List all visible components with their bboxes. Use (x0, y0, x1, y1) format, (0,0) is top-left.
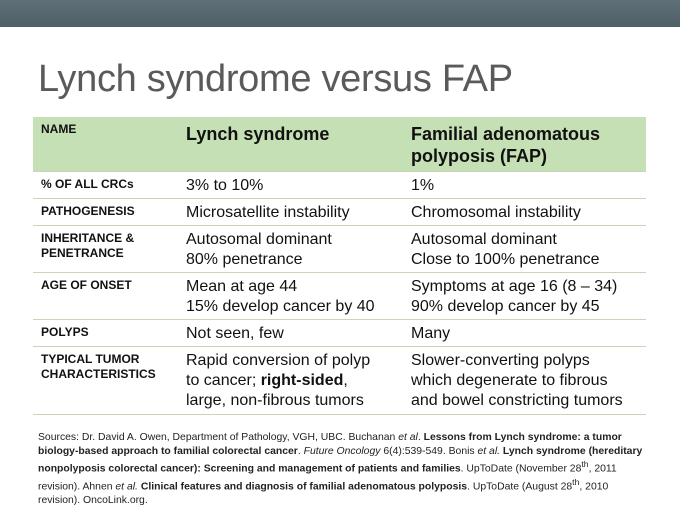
superscript: th (581, 459, 589, 470)
lynch-cell (183, 198, 409, 225)
cell-line: Close to 100% penetrance (411, 250, 600, 268)
cell-line: Autosomal dominant (411, 230, 557, 248)
sources-footnote (38, 431, 648, 508)
text-run: . UpToDate (August 28 (467, 481, 573, 493)
header-name: NAME (33, 117, 183, 171)
top-bar (0, 0, 680, 27)
table-header-row (33, 117, 646, 171)
header-fap (409, 117, 646, 171)
lynch-cell (183, 346, 409, 414)
header-lynch: Lynch syndrome (183, 117, 409, 171)
text-run: . UpToDate (November 28 (460, 463, 582, 475)
cell-line: 15% develop cancer by 40 (186, 297, 375, 315)
cell-line: 90% develop cancer by 45 (411, 297, 600, 315)
row-label: PATHOGENESIS (33, 198, 183, 225)
row-label: % OF ALL CRCs (33, 171, 183, 198)
cell-line: Mean at age 44 (186, 277, 298, 295)
bold-run: Lessons from Lynch syndrome: a tumor biology-based approach to familial colorectal cancer (38, 432, 622, 457)
text-run: , 2010 revision). OncoLink.org. (38, 481, 609, 507)
label-line: INHERITANCE & (41, 230, 135, 245)
fap-cell (409, 198, 646, 225)
text-run: Sources: Dr. David A. Owen, Department of Pathology, VGH, UBC. Buchanan (38, 432, 399, 443)
cell-line: Symptoms at age 16 (8 – 34) (411, 277, 618, 295)
cell-line: Autosomal dominant (186, 230, 332, 248)
cell-line (186, 371, 409, 391)
table-row (33, 272, 646, 319)
cell-line: 80% penetrance (186, 250, 303, 268)
italic-run: et al. (115, 481, 138, 493)
table-row (33, 319, 646, 346)
text-run: 6(4):539-549. Bonis (380, 445, 478, 457)
table-row (33, 171, 646, 198)
cell-line: Not seen, few (186, 324, 284, 342)
header-fap-line2: polyposis (FAP) (411, 146, 548, 166)
cell-line: Chromosomal instability (411, 203, 581, 221)
cell-line: Slower-converting polyps (411, 351, 590, 369)
italic-run: Future Oncology (303, 445, 381, 457)
bold-run: right-sided (260, 371, 344, 389)
slide-title: Lynch syndrome versus FAP (38, 58, 513, 100)
text-run: , 2011 revision). Ahnen (38, 463, 617, 493)
superscript: th (572, 477, 580, 488)
header-fap-line1: Familial adenomatous (411, 124, 601, 144)
cell-line: large, non-fibrous tumors (186, 391, 364, 409)
label-line: TYPICAL TUMOR (41, 351, 140, 366)
cell-line: and bowel constricting tumors (411, 391, 623, 409)
fap-cell (409, 319, 646, 346)
italic-run: et al (398, 432, 418, 443)
row-label (33, 225, 183, 272)
row-label (33, 346, 183, 414)
text-run: . (297, 445, 304, 457)
fap-cell (409, 346, 646, 414)
lynch-cell (183, 225, 409, 272)
table-row (33, 346, 646, 414)
cell-line: Many (411, 324, 451, 342)
label-line: PENETRANCE (41, 245, 124, 260)
row-label: POLYPS (33, 319, 183, 346)
fap-cell (409, 272, 646, 319)
text-run: , (343, 371, 348, 389)
cell-line: Rapid conversion of polyp (186, 351, 371, 369)
bold-run: Lynch syndrome (hereditary nonpolyposis colorectal cancer): Screening and management of patients and families (38, 445, 643, 475)
italic-run: et al. (477, 445, 501, 457)
fap-cell (409, 225, 646, 272)
fap-cell (409, 171, 646, 198)
text-run: . (417, 432, 424, 443)
bold-run: Clinical features and diagnosis of familial adenomatous polyposis (137, 481, 468, 493)
cell-line: which degenerate to fibrous (411, 371, 608, 389)
cell-line: Microsatellite instability (186, 203, 350, 221)
label-line: CHARACTERISTICS (41, 366, 156, 381)
table-row (33, 198, 646, 225)
table-row (33, 225, 646, 272)
lynch-cell (183, 171, 409, 198)
lynch-cell (183, 272, 409, 319)
text-run: to cancer; (186, 371, 261, 389)
lynch-cell (183, 319, 409, 346)
cell-line: 1% (411, 176, 435, 194)
row-label: AGE OF ONSET (33, 272, 183, 319)
comparison-table (33, 117, 646, 415)
cell-line: 3% to 10% (186, 176, 264, 194)
